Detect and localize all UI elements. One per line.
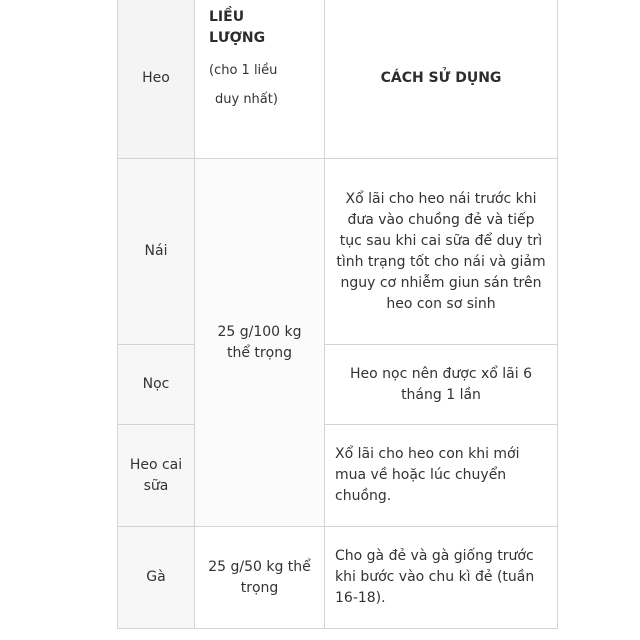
pig-dose-cell: 25 g/100 kg thể trọng <box>195 159 325 527</box>
table-header-row <box>118 0 558 159</box>
table-row <box>118 527 558 629</box>
animal-cell: Nái <box>118 159 195 345</box>
usage-cell: Xổ lãi cho heo con khi mới mua về hoặc lúc chuyển chuồng. <box>325 425 558 527</box>
dose-cell: 25 g/50 kg thể trọng <box>195 527 325 629</box>
header-dose-note-2: duy nhất) <box>215 92 278 107</box>
table-row <box>118 425 558 527</box>
header-dose <box>195 0 325 159</box>
animal-cell: Nọc <box>118 345 195 425</box>
dosage-table <box>117 0 558 629</box>
header-dose-note-1: (cho 1 liều <box>209 63 278 78</box>
usage-cell: Heo nọc nên được xổ lãi 6 tháng 1 lần <box>325 345 558 425</box>
table-row <box>118 345 558 425</box>
header-dose-title: LIỀU LƯỢNG <box>209 9 266 46</box>
usage-cell: Xổ lãi cho heo nái trước khi đưa vào chuồng đẻ và tiếp tục sau khi cai sữa để duy trì tình trạng tốt cho nái và giảm nguy cơ nhiễm giun sán trên heo con sơ sinh <box>325 159 558 345</box>
animal-cell: Heo cai sữa <box>118 425 195 527</box>
animal-cell: Gà <box>118 527 195 629</box>
header-usage: CÁCH SỬ DỤNG <box>325 0 558 159</box>
header-animal: Heo <box>118 0 195 159</box>
table-row <box>118 159 558 345</box>
usage-cell: Cho gà đẻ và gà giống trước khi bước vào chu kì đẻ (tuần 16-18). <box>325 527 558 629</box>
